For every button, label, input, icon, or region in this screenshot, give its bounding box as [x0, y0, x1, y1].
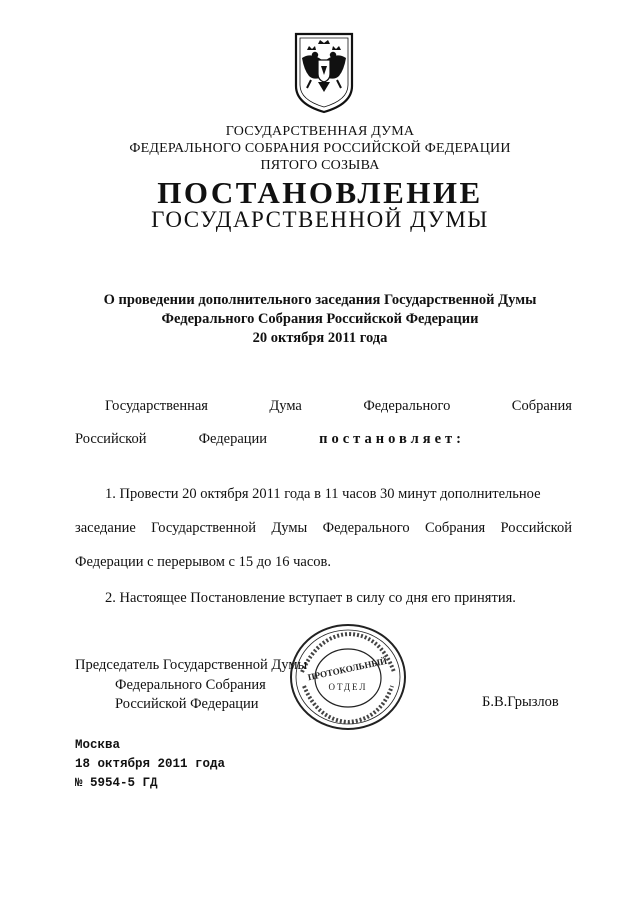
footer-city: Москва	[75, 738, 121, 752]
signature-position-line-2: Федерального Собрания	[115, 677, 266, 693]
item-1-line-1: 1. Провести 20 октября 2011 года в 11 часов 30 минут дополнительное	[105, 486, 541, 502]
item-2: 2. Настоящее Постановление вступает в силу со дня его принятия.	[105, 590, 516, 606]
stamp-text-top: ПРОТОКОЛЬНЫЙ	[306, 655, 388, 683]
footer-number: № 5954-5 ГД	[75, 776, 158, 790]
intro-word: Федерации	[198, 431, 268, 447]
intro-word: Дума	[269, 398, 302, 414]
intro-decree-word: постановляет:	[319, 431, 465, 447]
item-1-line-3: Федерации с перерывом с 15 до 16 часов.	[75, 554, 332, 570]
subject-line-2: Федерального Собрания Российской Федерации	[161, 311, 479, 327]
coat-of-arms-emblem	[291, 30, 357, 114]
document-subtitle: ГОСУДАРСТВЕННОЙ ДУМЫ	[151, 207, 489, 232]
intro-word: Федерального	[363, 398, 451, 414]
intro-line-2	[75, 431, 465, 448]
protocol-department-stamp	[288, 622, 408, 732]
intro-line-1	[75, 398, 572, 415]
subject-line-1: О проведении дополнительного заседания Государственной Думы	[103, 292, 537, 308]
signature-position-line-3: Российской Федерации	[115, 696, 259, 712]
intro-word: Российской	[75, 431, 147, 447]
header-line-2: ФЕДЕРАЛЬНОГО СОБРАНИЯ РОССИЙСКОЙ ФЕДЕРАЦИИ	[129, 141, 511, 156]
document-title: ПОСТАНОВЛЕНИЕ	[157, 175, 483, 210]
stamp-text-bottom: ОТДЕЛ	[328, 682, 368, 692]
intro-word: Собрания	[511, 398, 572, 414]
intro-word: Государственная	[105, 398, 208, 414]
signature-name: Б.В.Грызлов	[482, 694, 559, 710]
header-line-1: ГОСУДАРСТВЕННАЯ ДУМА	[225, 124, 415, 139]
header-line-3: ПЯТОГО СОЗЫВА	[260, 158, 380, 173]
signature-position-line-1: Председатель Государственной Думы	[75, 657, 308, 673]
subject-line-3: 20 октября 2011 года	[252, 330, 388, 346]
item-1-line-2: заседание Государственной Думы Федерального Собрания Российской	[75, 520, 572, 536]
footer-date: 18 октября 2011 года	[75, 757, 226, 771]
